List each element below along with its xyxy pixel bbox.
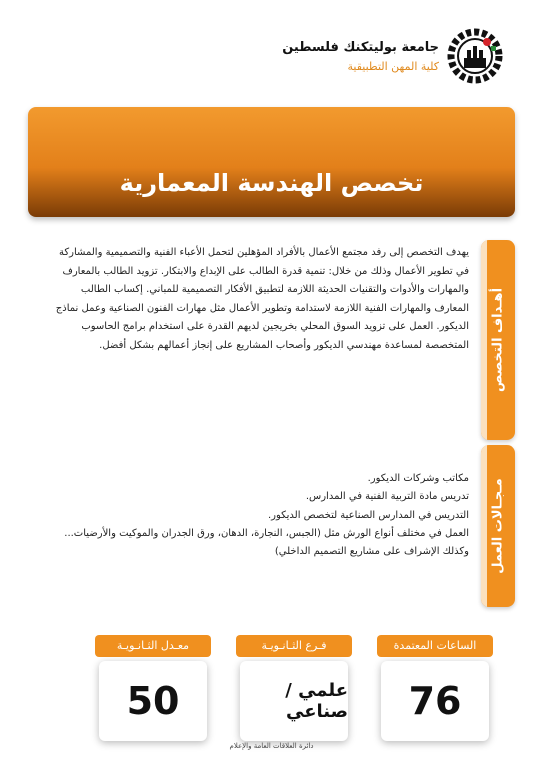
- title-banner: [28, 107, 515, 217]
- average-card: [95, 635, 211, 741]
- tab-shade: [481, 445, 487, 607]
- university-name: جامعة بوليتكنك فلسطين: [282, 40, 439, 55]
- credit-hours-value: 76: [408, 679, 462, 723]
- objectives-line: يهدف التخصص إلى رفد مجتمع الأعمال بالأفراد المؤهلين لتحمل الأعباء الفنية والتصميمية والمشاركة: [59, 247, 469, 258]
- credit-hours-card: [377, 635, 493, 741]
- fields-list: [49, 470, 469, 561]
- gear-building-icon: [447, 28, 503, 84]
- objectives-line: والمهارات والأدوات والتقنيات الحديثة اللازمة لتطبيق الأفكار التصميمية للمباني. إكساب الطالب: [80, 284, 469, 295]
- page-title: تخصص الهندسة المعمارية: [119, 169, 424, 197]
- credit-hours-label: الساعات المعتمدة: [377, 635, 493, 657]
- list-item: التدريس في المدارس الصناعية لتخصص الديكور.: [267, 509, 469, 521]
- objectives-paragraph: [55, 244, 469, 355]
- credit-hours-value-box: [381, 661, 489, 741]
- tab-objectives: [481, 240, 515, 440]
- header: [283, 28, 503, 88]
- objectives-line: المعارف والمهارات الفنية اللازمة لاستدامة وتطوير الأعمال مثل مهارات الفنون الصناعية وعمل نماذج: [55, 302, 469, 314]
- branch-value-box: [240, 661, 348, 741]
- branch-value: علمي /صناعي: [285, 680, 348, 722]
- tab-fields: [481, 445, 515, 607]
- list-item: مكاتب وشركات الديكور.: [367, 473, 469, 484]
- tab-objectives-label: أهـداف التخصص: [490, 287, 506, 393]
- tab-fields-label: مـجـالات العمل: [490, 478, 506, 574]
- branch-card: [236, 635, 352, 741]
- list-item: وكذلك الإشراف على مشاريع التصميم الداخلي): [274, 546, 469, 558]
- branch-label: فـرع الثـانـويـة: [236, 635, 352, 657]
- list-item: تدريس مادة التربية الفنية في المدارس.: [305, 491, 469, 503]
- objectives-line: في تطوير الأعمال وذلك من خلال: تنمية قدرة الطالب على الإبداع والابتكار. تزويد الطالب بالمعارف: [62, 265, 469, 277]
- objectives-line: الديكور. العمل على تزويد السوق المحلي بخريجين لديهم القدرة على استخدام برامج الحاسوب: [81, 321, 469, 332]
- average-label: معـدل الثـانـويـة: [95, 635, 211, 657]
- tab-shade: [481, 240, 487, 440]
- objectives-line: المتخصصة لمساعدة مهندسي الديكور وأصحاب المشاريع على إنجاز أعمالهم بشكل أفضل.: [99, 339, 469, 351]
- list-item: العمل في مختلف أنواع الورش مثل (الجبس، النجارة، الدهان، ورق الجدران والموكيت والأرضيات...: [64, 527, 469, 539]
- average-value-box: [99, 661, 207, 741]
- footer-text: دائرة العلاقات العامة والإعلام: [229, 742, 314, 750]
- average-value: 50: [126, 679, 180, 723]
- college-name: كلية المهن التطبيقية: [347, 60, 439, 73]
